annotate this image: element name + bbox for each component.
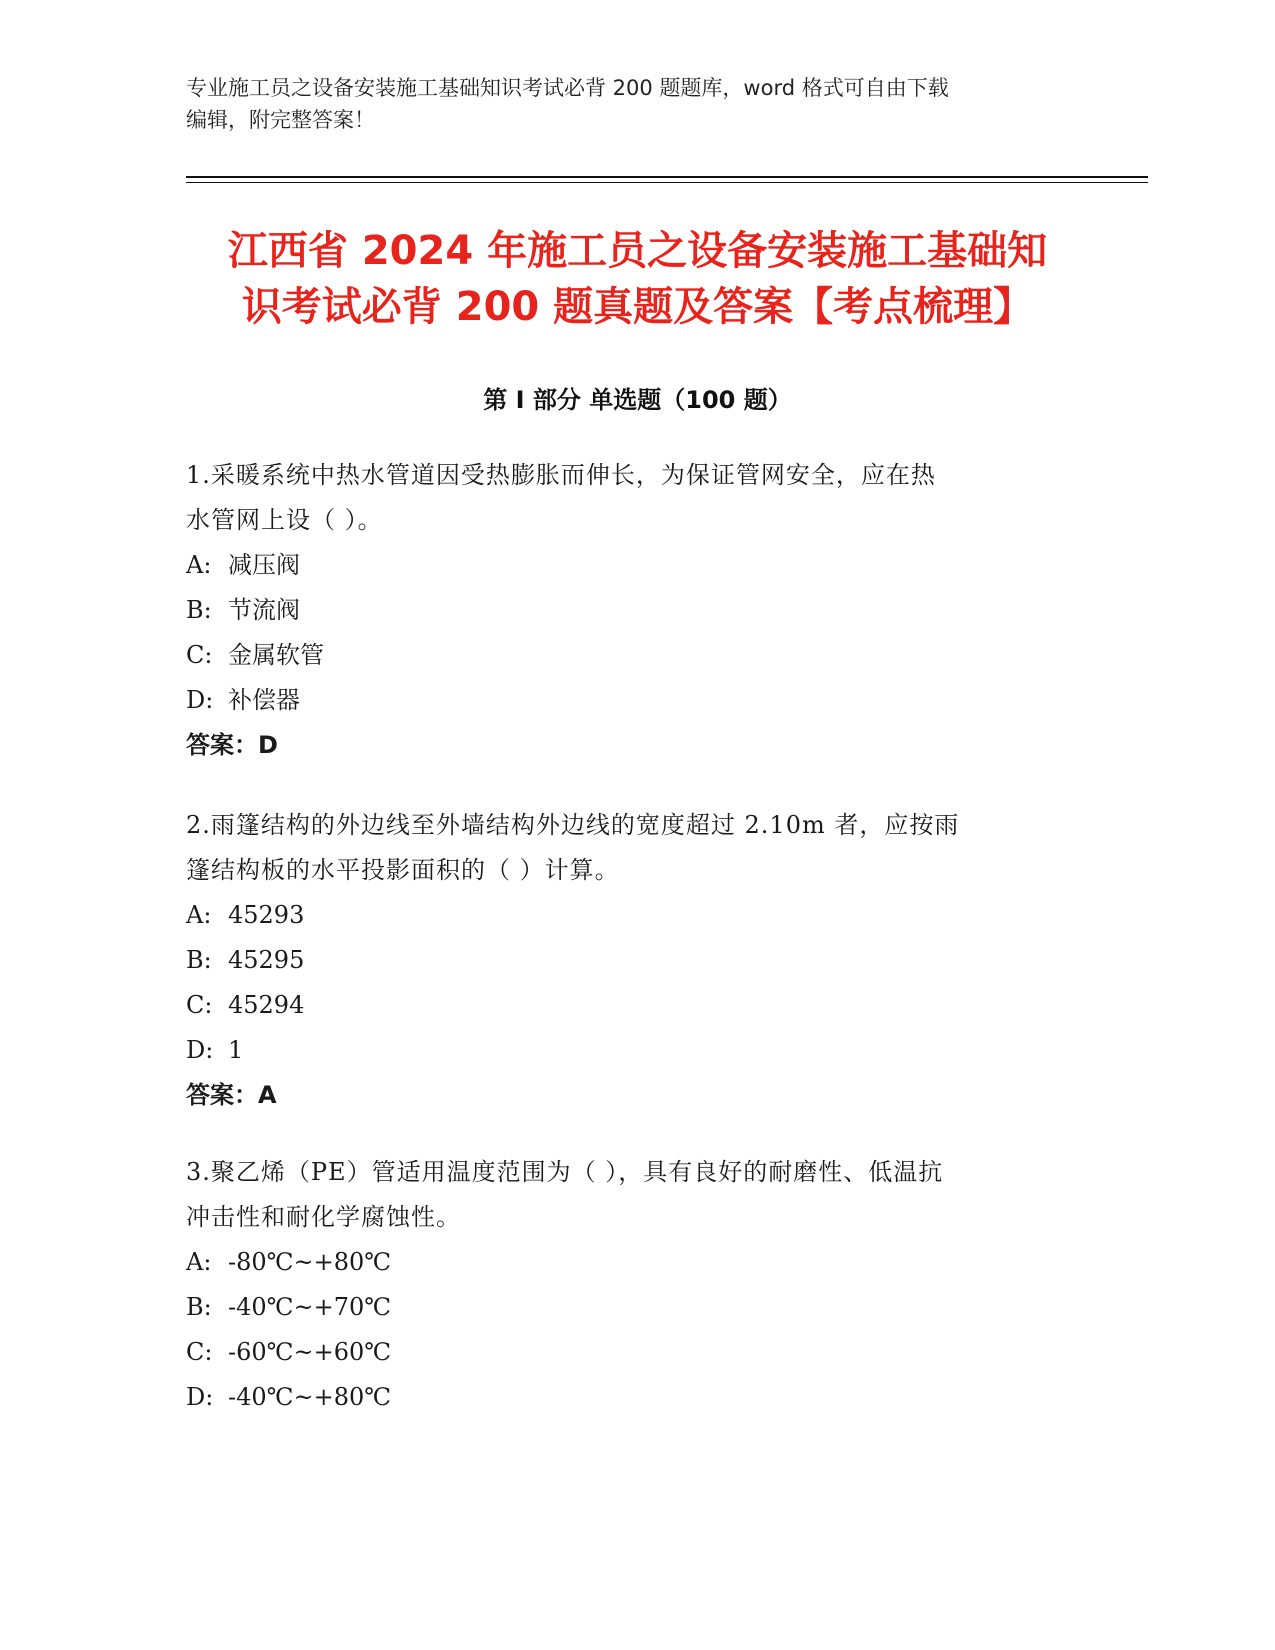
option-text: 节流阀: [228, 596, 300, 624]
option-label: D:: [186, 686, 214, 714]
option-d: [186, 678, 1066, 723]
title-line: 识考试必背 200 题真题及答案【考点梳理】: [241, 284, 1034, 330]
option-text: -60℃~+60℃: [228, 1338, 392, 1366]
document-title: [150, 223, 1125, 335]
title-line: 江西省 2024 年施工员之设备安装施工基础知: [227, 228, 1048, 274]
option-d: [186, 1028, 1066, 1073]
option-c: [186, 633, 1066, 678]
header-note-line: 专业施工员之设备安装施工基础知识考试必背 200 题题库，word 格式可自由下载: [186, 76, 949, 100]
question-1: [186, 453, 1066, 768]
header-divider-thin: [186, 182, 1148, 183]
option-label: C:: [186, 1338, 213, 1366]
option-label: A:: [186, 1248, 212, 1276]
option-text: 金属软管: [228, 641, 324, 669]
option-label: B:: [186, 596, 212, 624]
option-label: D:: [186, 1383, 214, 1411]
question-stem-line: 水管网上设（ ）。: [186, 506, 383, 534]
option-label: C:: [186, 991, 213, 1019]
option-label: D:: [186, 1036, 214, 1064]
answer-label: 答案：: [186, 1081, 258, 1109]
answer-label: 答案：: [186, 731, 258, 759]
question-stem-line: 3.聚乙烯（PE）管适用温度范围为（ ），具有良好的耐磨性、低温抗: [186, 1158, 944, 1186]
answer-value: D: [258, 731, 278, 759]
question-stem: [186, 1150, 1066, 1240]
option-b: [186, 588, 1066, 633]
option-label: A:: [186, 551, 212, 579]
option-a: [186, 893, 1066, 938]
option-text: -40℃~+70℃: [228, 1293, 392, 1321]
question-stem: [186, 453, 1066, 543]
option-b: [186, 938, 1066, 983]
question-2: [186, 803, 1066, 1118]
question-stem-line: 冲击性和耐化学腐蚀性。: [186, 1203, 461, 1231]
question-stem-line: 篷结构板的水平投影面积的（ ）计算。: [186, 856, 620, 884]
header-note-line: 编辑，附完整答案！: [186, 108, 375, 132]
option-label: B:: [186, 946, 212, 974]
option-a: [186, 1240, 1066, 1285]
question-3: [186, 1150, 1066, 1420]
header-divider-thick: [186, 176, 1148, 178]
answer-line: [186, 723, 1066, 768]
option-text: 1: [228, 1036, 244, 1064]
answer-line: [186, 1073, 1066, 1118]
option-label: C:: [186, 641, 213, 669]
option-a: [186, 543, 1066, 588]
option-text: 45295: [228, 946, 305, 974]
question-stem-line: 2.雨篷结构的外边线至外墙结构外边线的宽度超过 2.10m 者，应按雨: [186, 811, 960, 839]
option-text: 补偿器: [228, 686, 300, 714]
option-text: -80℃~+80℃: [228, 1248, 392, 1276]
option-text: 减压阀: [228, 551, 300, 579]
option-label: A:: [186, 901, 212, 929]
option-text: 45294: [228, 991, 305, 1019]
question-stem: [186, 803, 1066, 893]
option-text: 45293: [228, 901, 305, 929]
header-note: [186, 72, 1066, 136]
option-text: -40℃~+80℃: [228, 1383, 392, 1411]
option-c: [186, 1330, 1066, 1375]
answer-value: A: [258, 1081, 277, 1109]
option-b: [186, 1285, 1066, 1330]
option-d: [186, 1375, 1066, 1420]
option-label: B:: [186, 1293, 212, 1321]
question-stem-line: 1.采暖系统中热水管道因受热膨胀而伸长，为保证管网安全，应在热: [186, 461, 936, 489]
section-heading: 第 I 部分 单选题（100 题）: [483, 386, 792, 414]
option-c: [186, 983, 1066, 1028]
